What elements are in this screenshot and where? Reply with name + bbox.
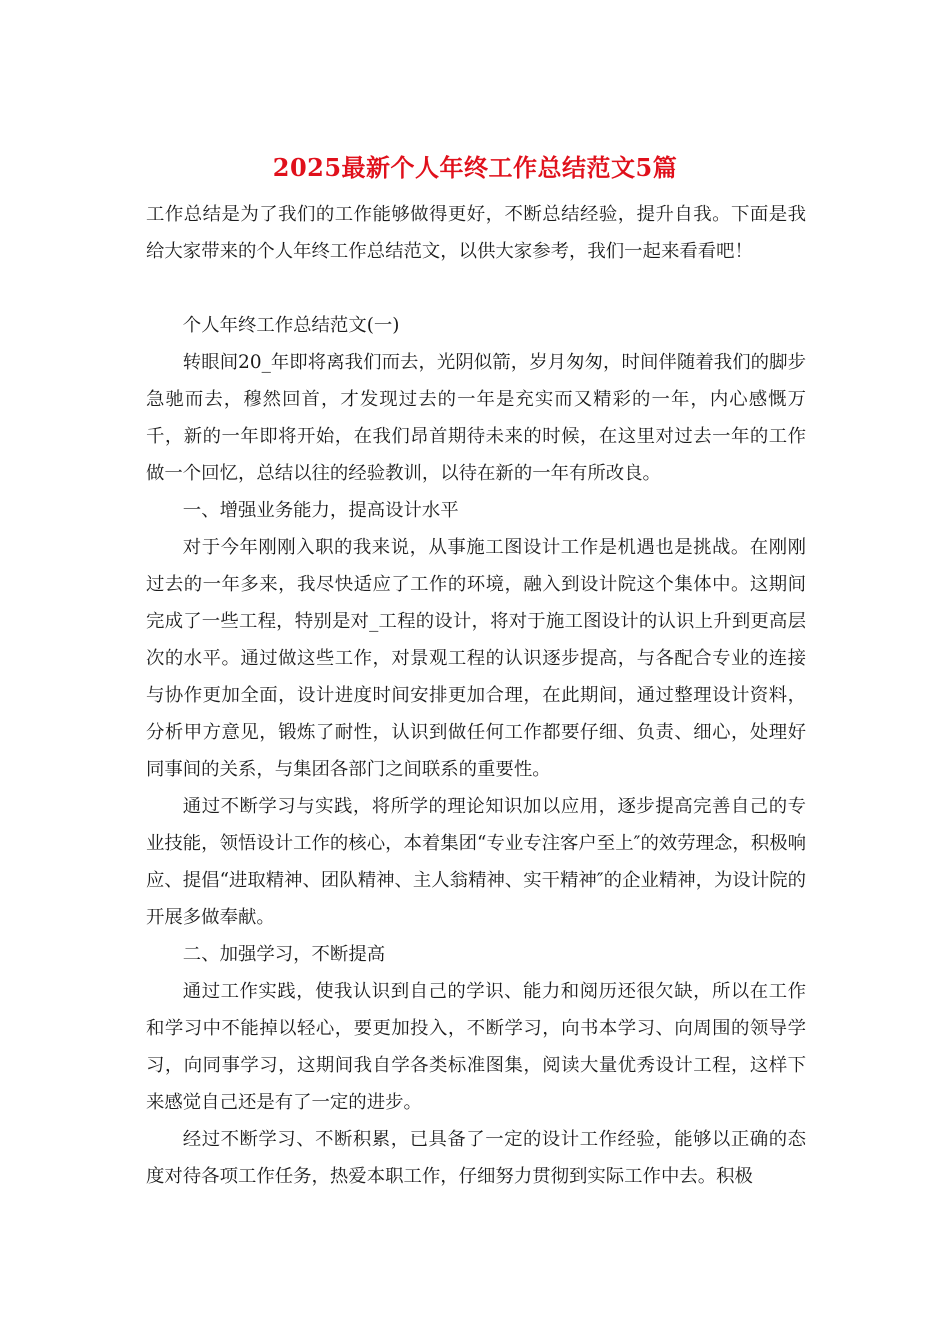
intro-paragraph: 工作总结是为了我们的工作能够做得更好，不断总结经验，提升自我。下面是我给大家带来的个人年终工作总结范文，以供大家参考，我们一起来看看吧！ [146, 204, 806, 262]
body-paragraph: 经过不断学习、不断积累，已具备了一定的设计工作经验，能够以正确的态度对待各项工作任务，热爱本职工作，仔细努力贯彻到实际工作中去。积极 [146, 1129, 806, 1187]
body-paragraph: 通过工作实践，使我认识到自己的学识、能力和阅历还很欠缺，所以在工作和学习中不能掉以轻心，要更加投入，不断学习，向书本学习、向周围的领导学习，向同事学习，这期间我自学各类标准图集，阅读大量优秀设计工程，这样下来感觉自己还是有了一定的进步。 [146, 981, 806, 1113]
body-paragraph: 对于今年刚刚入职的我来说，从事施工图设计工作是机遇也是挑战。在刚刚过去的一年多来，我尽快适应了工作的环境，融入到设计院这个集体中。这期间完成了一些工程，特别是对_工程的设计，将对于施工图设计的认识上升到更高层次的水平。通过做这些工作，对景观工程的认识逐步提高，与各配合专业的连接与协作更加全面，设计进度时间安排更加合理，在此期间，通过整理设计资料，分析甲方意见，锻炼了耐性，认识到做任何工作都要仔细、负责、细心，处理好同事间的关系，与集团各部门之间联系的重要性。 [146, 537, 806, 780]
body-paragraph: 通过不断学习与实践，将所学的理论知识加以应用，逐步提高完善自己的专业技能，领悟设计工作的核心，本着集团“专业专注客户至上″的效劳理念，积极响应、提倡“进取精神、团队精神、主人翁精神、实干精神″的企业精神，为设计院的开展多做奉献。 [146, 796, 806, 928]
body-paragraph: 转眼间20_年即将离我们而去，光阴似箭，岁月匆匆，时间伴随着我们的脚步急驰而去，穆然回首，才发现过去的一年是充实而又精彩的一年，内心感慨万千，新的一年即将开始，在我们昂首期待未来的时候，在这里对过去一年的工作做一个回忆，总结以往的经验教训，以待在新的一年有所改良。 [146, 352, 806, 484]
section-heading: 二、加强学习，不断提高 [182, 944, 386, 965]
document-title: 2025最新个人年终工作总结范文5篇 [272, 153, 678, 182]
section-heading: 一、增强业务能力，提高设计水平 [182, 500, 459, 521]
document-body [146, 196, 806, 1195]
section-heading: 个人年终工作总结范文(一) [182, 315, 400, 336]
